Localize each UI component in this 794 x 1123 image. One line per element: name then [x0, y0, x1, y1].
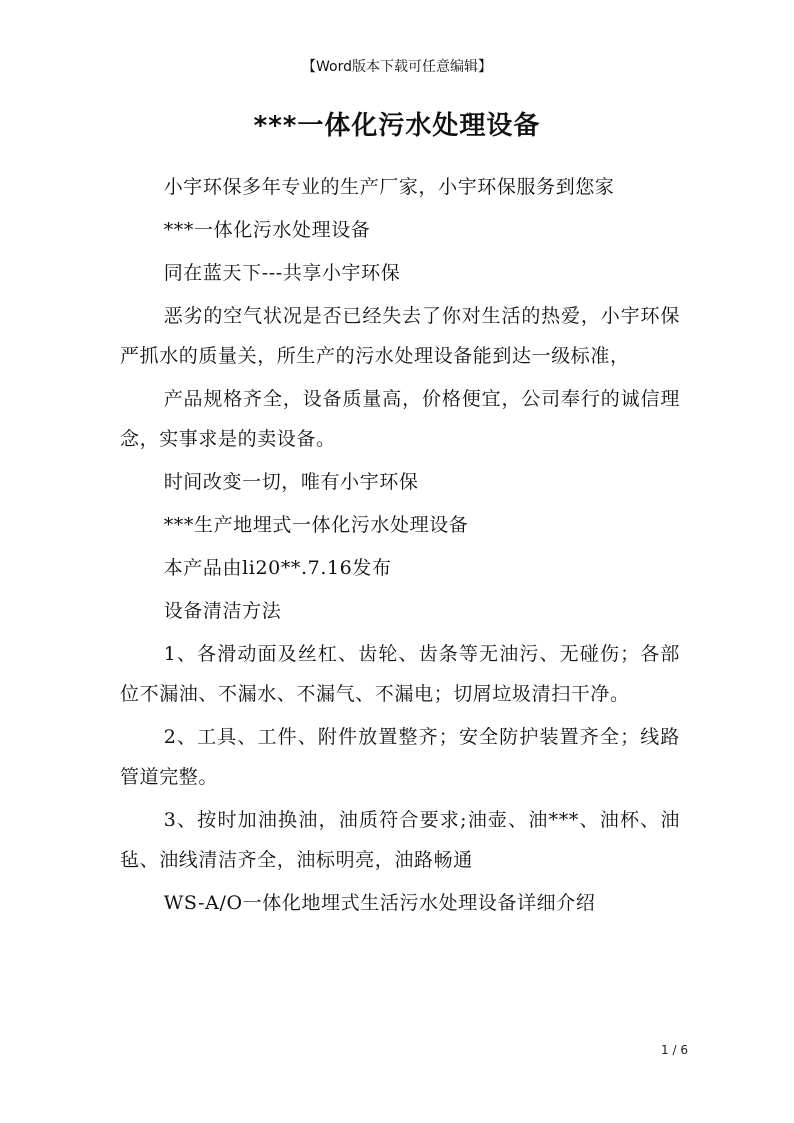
- paragraph: 设备清洁方法: [163, 600, 282, 622]
- paragraph: 时间改变一切，唯有小宇环保: [163, 471, 419, 493]
- paragraph: 恶劣的空气状况是否已经失去了你对生活的热爱，小宇环保严抓水的质量关，所生产的污水处理设备能到达一级标准，: [120, 305, 680, 367]
- paragraph: 本产品由li20**.7.16发布: [163, 557, 392, 579]
- paragraph: WS-A/O一体化地埋式生活污水处理设备详细介绍: [163, 892, 596, 914]
- download-note-header: 【Word版本下载可任意编辑】: [302, 59, 492, 75]
- document-title: ***一体化污水处理设备: [253, 111, 541, 141]
- paragraph: 同在蓝天下---共享小宇环保: [163, 262, 401, 284]
- paragraph: ***一体化污水处理设备: [163, 219, 371, 241]
- paragraph: 小宇环保多年专业的生产厂家，小宇环保服务到您家: [163, 176, 615, 198]
- paragraph: ***生产地埋式一体化污水处理设备: [163, 514, 469, 536]
- paragraph: 2、工具、工件、附件放置整齐；安全防护装置齐全；线路管道完整。: [120, 726, 680, 788]
- document-body: [120, 167, 680, 926]
- paragraph: 3、按时加油换油，油质符合要求;油壶、油***、油杯、油毡、油线清洁齐全，油标明亮，油路畅通: [120, 809, 680, 871]
- page-number: 1 / 6: [661, 1043, 688, 1057]
- paragraph: 产品规格齐全，设备质量高，价格便宜，公司奉行的诚信理念，实事求是的卖设备。: [120, 388, 680, 450]
- paragraph: 1、各滑动面及丝杠、齿轮、齿条等无油污、无碰伤；各部位不漏油、不漏水、不漏气、不漏电；切屑垃圾清扫干净。: [120, 643, 680, 705]
